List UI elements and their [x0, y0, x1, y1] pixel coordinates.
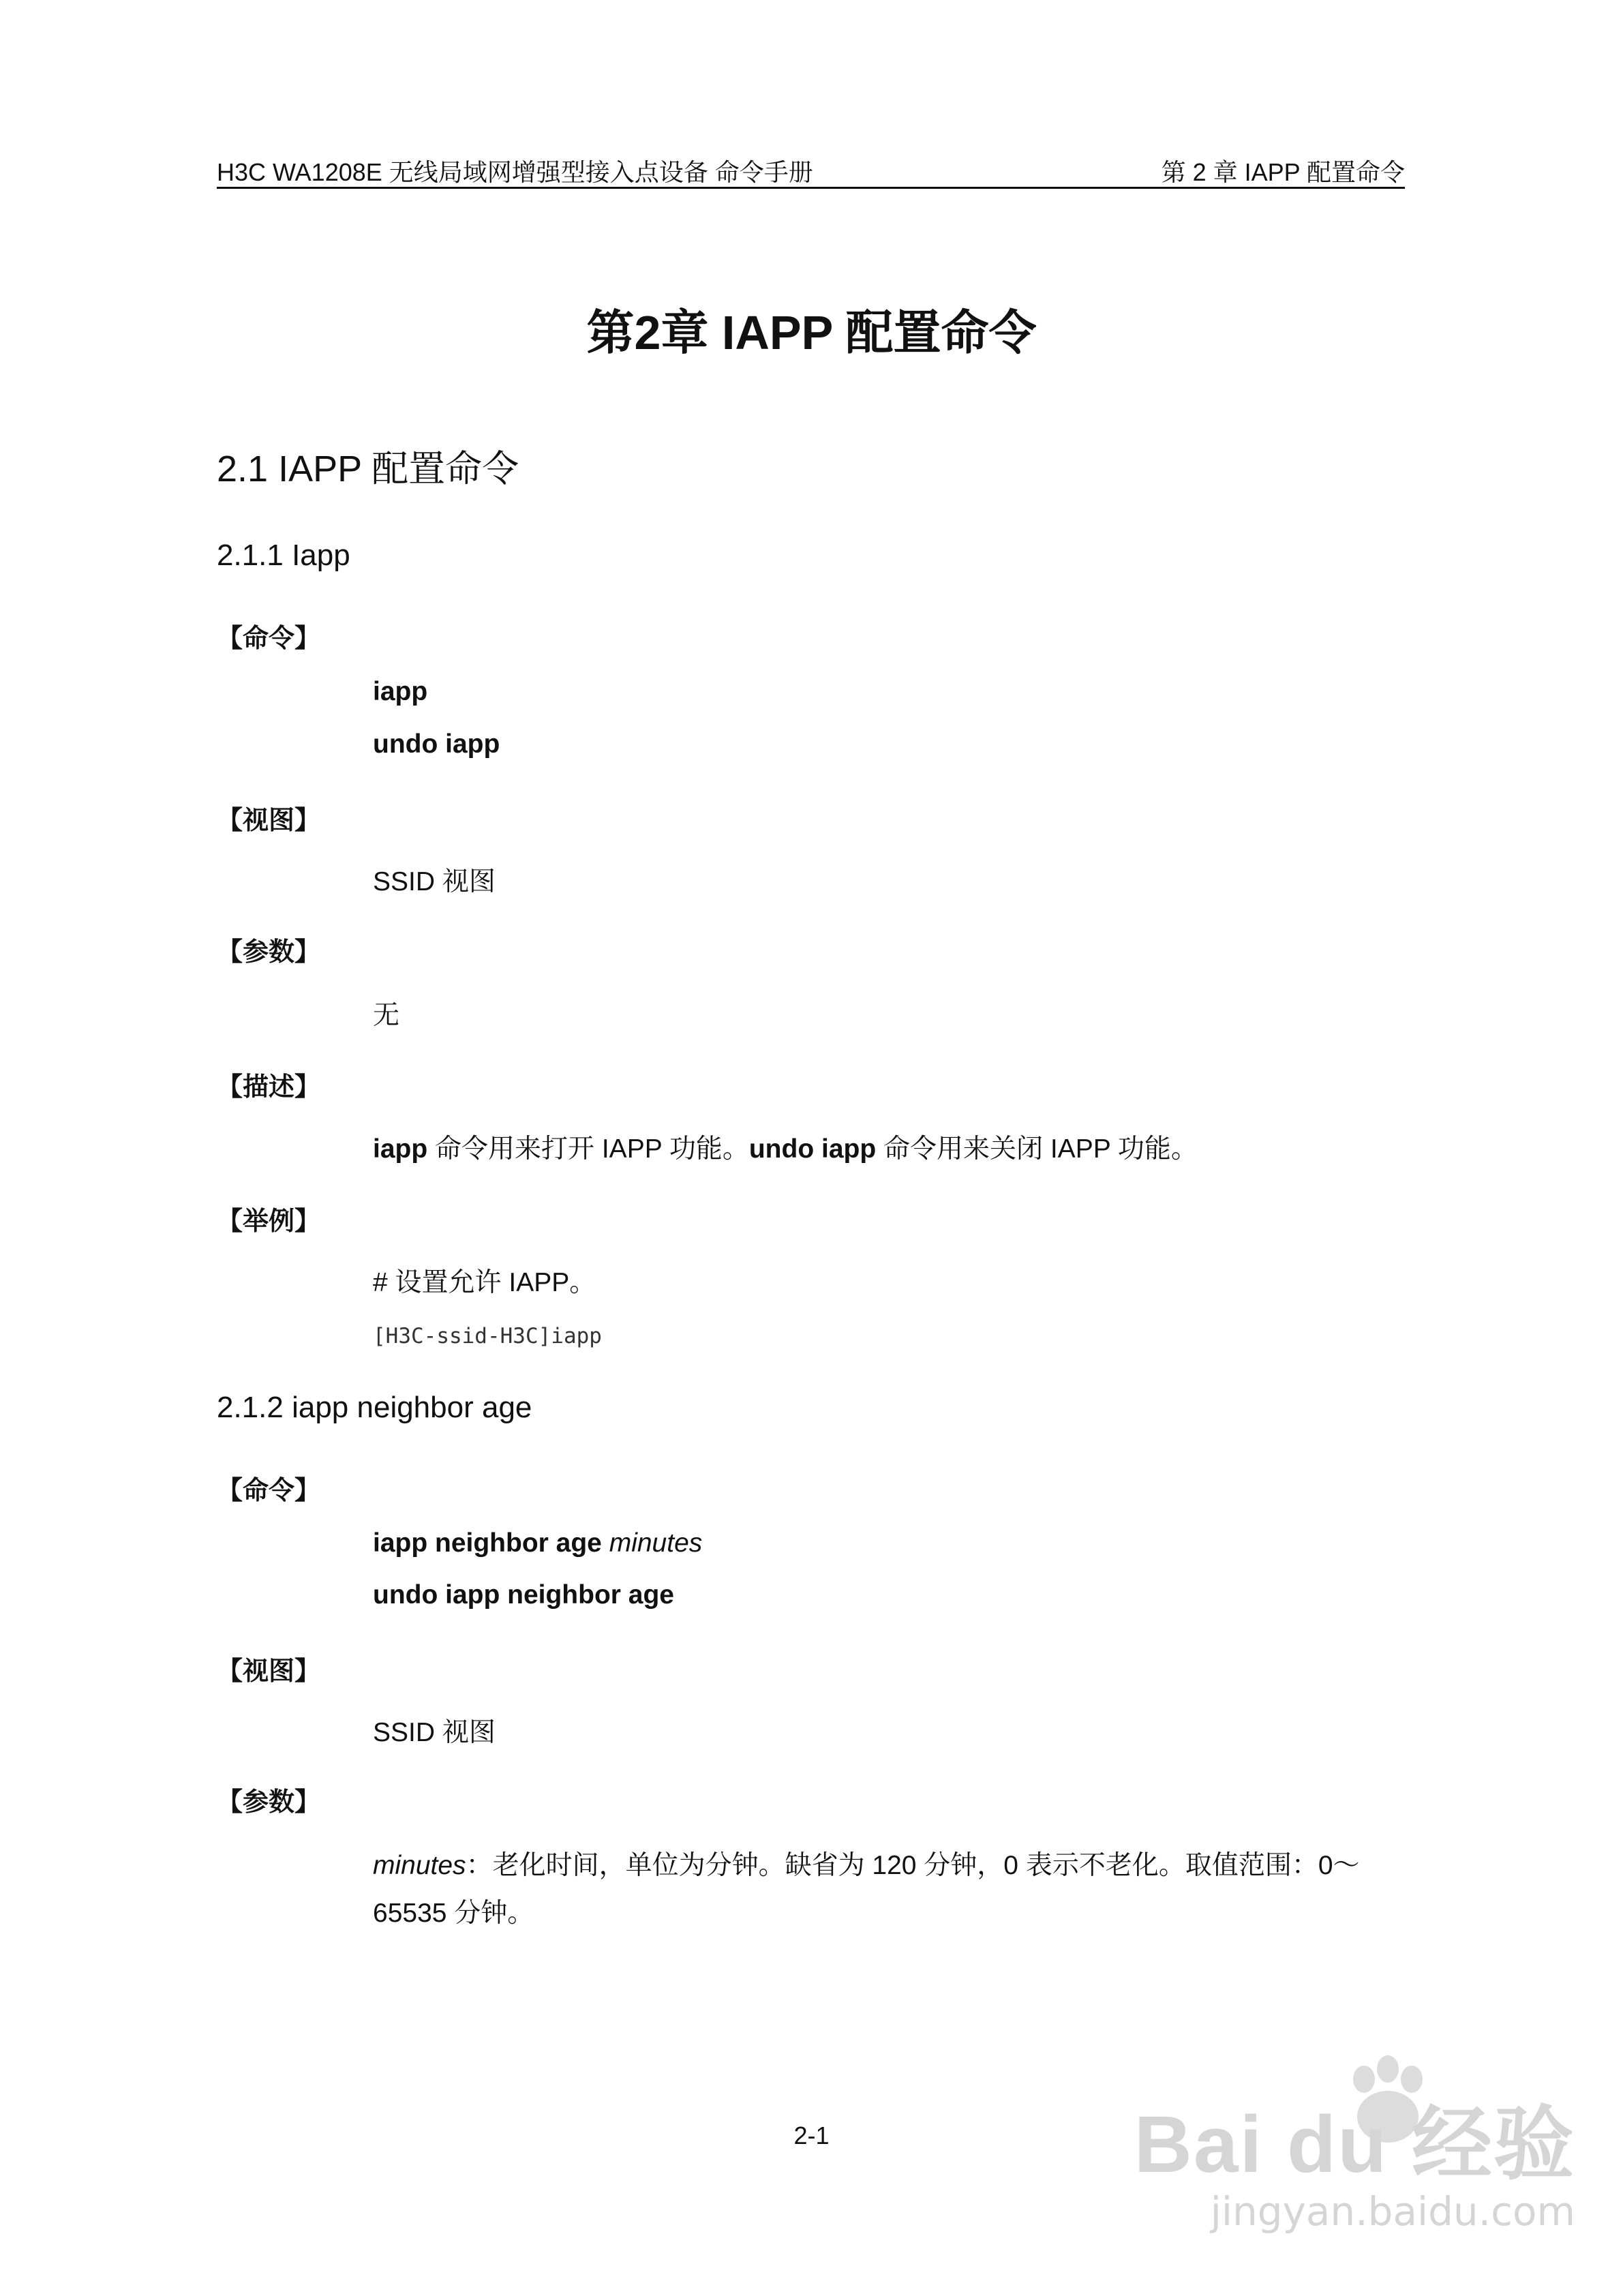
param-label: 【参数】 [217, 938, 321, 967]
subsection-heading-neighbor-age: 2.1.2 iapp neighbor age [217, 1391, 532, 1424]
param-text [373, 1844, 1360, 1882]
view-text: SSID 视图 [373, 867, 496, 896]
example-label: 【举例】 [217, 1207, 321, 1236]
running-header-title: H3C WA1208E 无线局域网增强型接入点设备 命令手册 [217, 158, 813, 186]
command-line: undo iapp neighbor age [373, 1580, 674, 1610]
view-label: 【视图】 [217, 806, 321, 835]
view-text: SSID 视图 [373, 1718, 496, 1747]
command-line: iapp [373, 677, 428, 706]
page-number: 2-1 [793, 2121, 830, 2149]
example-code: [H3C-ssid-H3C]iapp [373, 1324, 602, 1348]
description-cmd: undo iapp [748, 1134, 877, 1164]
watermark-url: jingyan.baidu.com [1210, 2188, 1575, 2235]
watermark-brand: Bai du 经验 [1134, 2100, 1575, 2190]
param-description-continued: 65535 分钟。 [373, 1899, 534, 1928]
command-argument: minutes [601, 1528, 703, 1558]
example-comment: # 设置允许 IAPP。 [373, 1268, 596, 1297]
description-part: 命令用来关闭 IAPP 功能。 [876, 1134, 1198, 1164]
description-cmd: iapp [373, 1134, 428, 1164]
chapter-number: 2 [634, 306, 661, 359]
subsection-heading-iapp: 2.1.1 Iapp [217, 539, 350, 572]
chapter-title [0, 294, 1623, 363]
command-line: undo iapp [373, 729, 500, 759]
view-label: 【视图】 [217, 1657, 321, 1686]
section-heading: 2.1 IAPP 配置命令 [217, 449, 519, 489]
chapter-prefix: 第 [586, 306, 635, 359]
command-keyword: iapp neighbor age [373, 1528, 602, 1558]
chapter-suffix: 章 IAPP 配置命令 [661, 306, 1037, 359]
header-divider [217, 187, 1405, 189]
command-label: 【命令】 [217, 1477, 321, 1505]
description-text [373, 1128, 1198, 1166]
param-label: 【参数】 [217, 1788, 321, 1817]
param-text: 无 [373, 1001, 400, 1030]
param-argument: minutes [373, 1851, 466, 1880]
description-part: 命令用来打开 IAPP 功能。 [427, 1134, 749, 1164]
description-label: 【描述】 [217, 1073, 321, 1102]
running-header-chapter: 第 2 章 IAPP 配置命令 [1161, 158, 1405, 186]
watermark [1134, 2052, 1575, 2256]
command-label: 【命令】 [217, 624, 321, 653]
param-description: ：老化时间，单位为分钟。缺省为 120 分钟，0 表示不老化。取值范围：0～ [466, 1851, 1360, 1880]
command-line [373, 1528, 702, 1558]
